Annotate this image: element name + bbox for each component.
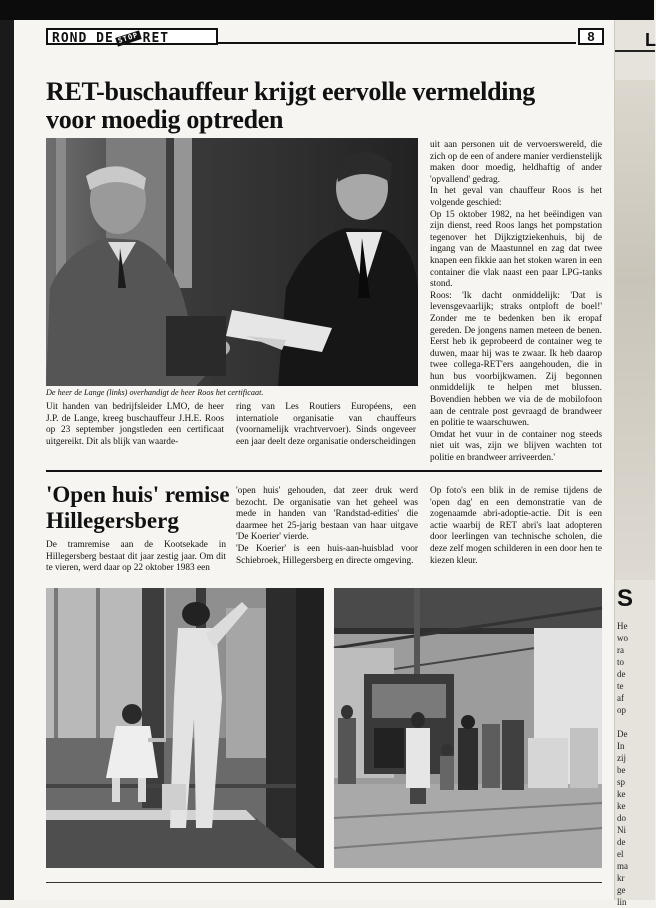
- adjacent-page-photo: [615, 80, 655, 580]
- header-rule: [218, 42, 576, 44]
- article2-column-1: De tramremise aan de Kootsekade in Hillegersberg bestaat dit jaar zestig jaar. Om dit te vieren, werd daar op 22 oktober 1983 een: [46, 540, 226, 574]
- logo-stop-sign: STOP: [115, 30, 141, 46]
- logo-word-ret: RET: [142, 31, 170, 46]
- article-divider: [46, 470, 602, 472]
- article1-col3-paragraph: uit aan personen uit de vervoerswereld, die zich op de een of andere manier verdienstelijk maken door moedig, heldhaftig of ander 'opvallend' gedrag.: [430, 140, 602, 185]
- logo-word-de: DE: [96, 31, 114, 46]
- scan-top-edge: [0, 0, 654, 20]
- logo-word-rond: ROND: [52, 31, 88, 46]
- article1-headline: RET-buschauffeur krijgt eervolle vermelding voor moedig optreden: [46, 77, 536, 134]
- adjacent-page-column: He wo ra to de te af op De In zij be sp ke ke do Ni de el ma kr ge lin: [617, 621, 628, 907]
- article2-col2-paragraph: 'open huis' gehouden, dat zeer druk werd bezocht. De organisatie van het geheel was mede in handen van 'Randstad-edities' die daarmee het 25-jarig bestaan van haar uitgave 'De Koerier' vierde.: [236, 486, 418, 543]
- adjacent-page-rule: [615, 50, 655, 52]
- adjacent-page: [614, 20, 656, 907]
- article2-col2-paragraph: 'De Koerier' is een huis-aan-huisblad voor Schiebroek, Hillegersberg en directe omgeving.: [236, 543, 418, 566]
- article1-photo-caption: De heer de Lange (links) overhandigt de heer Roos het certificaat.: [46, 388, 264, 397]
- article2-column-2: [236, 486, 418, 567]
- article1-col3-paragraph: In het geval van chauffeur Roos is het volgende geschied:: [430, 186, 602, 208]
- article1-col3-paragraph: Op 15 oktober 1982, na het beëindigen van zijn dienst, reed Roos langs het pompstation tegenover het Dijkzigtziekenhuis, bij de ingang van de Maastunnel en zag dat twee knapen een fikkie aan het stoken waren in een container die vlak naast een paar LPG-tanks stond.: [430, 209, 602, 290]
- scan-left-edge: [0, 20, 14, 900]
- article2-photo-painting-abri: [46, 588, 324, 868]
- article2-column-3: Op foto's een blik in de remise tijdens de 'open dag' en een demonstratie van de zogenaamde abri-adoptie-actie. Dit is een actie waarbij de RET abri's laat adopteren door leerlingen van technische scholen, die deze zelf mogen schilderen in een door hen te kiezen kleur.: [430, 486, 602, 566]
- page-number: 8: [578, 28, 604, 45]
- rond-de-ret-logo: [46, 28, 218, 45]
- bottom-rule: [46, 882, 602, 883]
- adjacent-page-logo-letter: L: [645, 30, 656, 50]
- adjacent-page-initial: S: [617, 585, 634, 612]
- article2-headline: 'Open huis' remise Hillegersberg: [46, 482, 230, 533]
- article1-col3-paragraph: Omdat het vuur in de container nog steeds niet uit was, zijn we blijven wachten tot politie en brandweer arriveerden.': [430, 429, 602, 464]
- article1-column-3: [430, 140, 602, 465]
- article1-column-2: ring van Les Routiers Européens, een internatiole organisatie van chauffeurs (voornamelijk vrachtvervoer). Sinds ongeveer een jaar deelt deze organisatie onderscheidingen: [236, 402, 416, 447]
- article1-col3-paragraph: Roos: 'Ik dacht onmiddelijk: 'Dat is levensgevaarlijk; straks ontploft de boel!' Zonder me te bedenken ben ik eropaf gereden. De jongens namen meteen de benen. Eerst heb ik geprobeerd de container weg te duwen, maar hij was te zwaar. Ik heb daarop twee collega-RET'ers aangehouden, die in hun bus voorbijkwamen. Zij begonnen onmiddelijk te helpen met blussen. Bovendien hebben we via de de mobilofoon aan de centrale post gevraagd de brandweer en politie te waarschuwen.: [430, 290, 602, 429]
- article2-photo-remise-open-day: [334, 588, 602, 868]
- article1-photo-handshake: [46, 138, 418, 386]
- article1-column-1: Uit handen van bedrijfsleider LMO, de heer J.P. de Lange, kreeg buschauffeur J.H.E. Roos op 23 september jongstleden een certificaat uitgereikt. Dit als blijk van waarde-: [46, 402, 224, 447]
